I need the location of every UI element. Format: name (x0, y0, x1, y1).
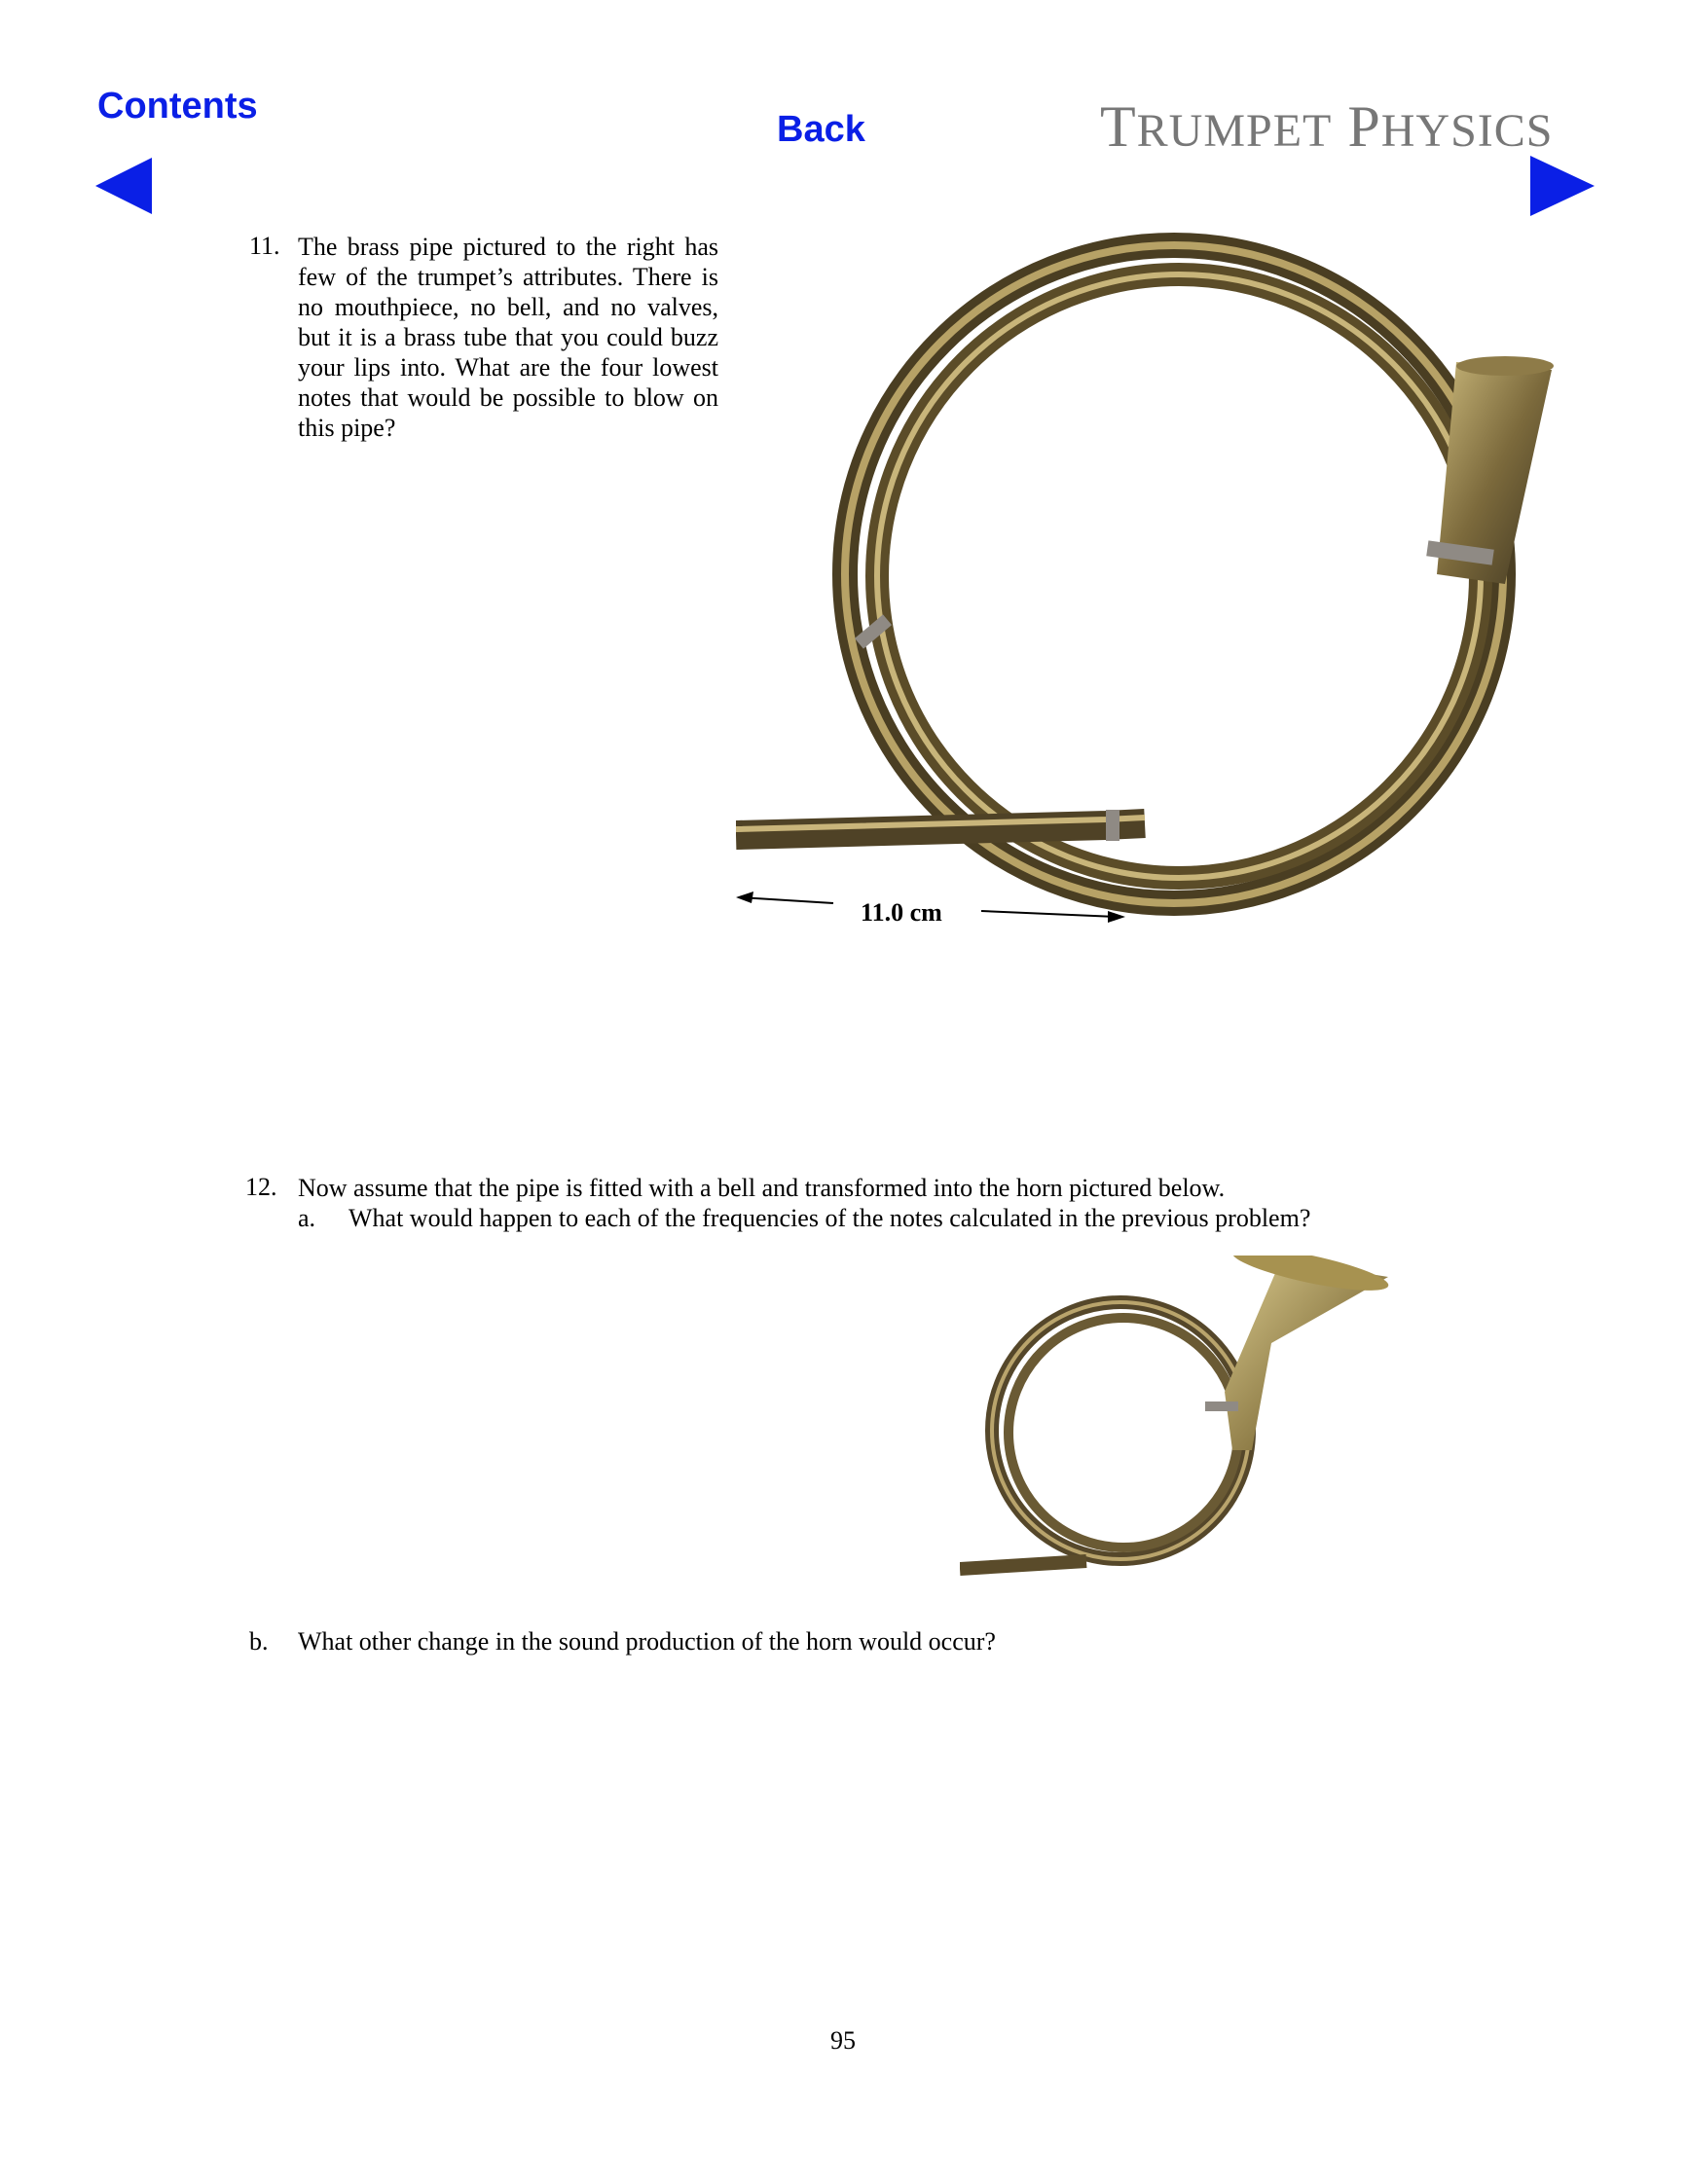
question-12-text: Now assume that the pipe is fitted with a bell and transformed into the horn pictured below. (298, 1174, 1226, 1202)
page-number: 95 (830, 2026, 856, 2055)
contents-link[interactable]: Contents (97, 86, 258, 127)
question-11-text: The brass pipe pictured to the right has few of the trumpet’s attributes. There is no mouthpiece, no bell, and no valves, but it is a brass tube that you could buzz your lips into. What are the four lowest notes that would be possible to blow on this pipe? (298, 233, 718, 442)
pipe-length-label: 11.0 cm (861, 898, 942, 927)
question-11-number: 11. (249, 232, 280, 260)
left-arrow-icon[interactable] (93, 156, 154, 216)
question-12b-text: What other change in the sound production of the horn would occur? (298, 1627, 996, 1656)
question-12-number: 12. (245, 1173, 277, 1201)
horn-with-bell-image (960, 1256, 1408, 1606)
coiled-brass-pipe-image (736, 214, 1563, 954)
back-link[interactable]: Back (777, 109, 865, 150)
question-12b-label: b. (249, 1627, 269, 1656)
question-12a-label: a. (298, 1204, 316, 1232)
question-12a-text: What would happen to each of the frequencies of the notes calculated in the previous problem? (349, 1204, 1311, 1232)
right-arrow-icon[interactable] (1528, 154, 1596, 218)
header-title: TRUMPET PHYSICS (1100, 94, 1554, 159)
